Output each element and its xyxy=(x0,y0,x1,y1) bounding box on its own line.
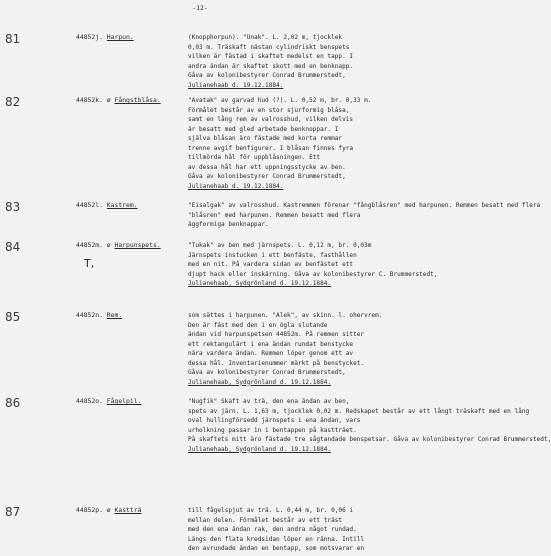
description-line: ändan vid harpunspetsen 44852m. På remmen sitter xyxy=(188,331,365,338)
description-line: dessa hål. Inventarienummer märkt på benstycket. xyxy=(188,359,365,367)
description-line: oval hullingförsedd järnspets i ena ändan, vars xyxy=(188,417,361,424)
description-line: På skaftets mitt äro fästade tre sågtandade benspetsar. Gåva av kolonibestyrer Conrad Brummerstedt, xyxy=(188,436,551,443)
object-description xyxy=(188,506,400,554)
handwritten-number: 84 xyxy=(5,240,21,254)
registration-number: 44852o. xyxy=(76,397,103,405)
description-line: äggformiga benknappar. xyxy=(188,221,269,228)
object-name: Fångstblåsa. xyxy=(114,96,161,104)
object-description xyxy=(188,33,400,90)
handwritten-number: 82 xyxy=(5,95,21,109)
description-line: (Knopphorpun). "Unak". L. 2,02 m, tjocklek xyxy=(188,34,343,41)
handwritten-t-mark: T, xyxy=(84,257,95,270)
description-line: med en nit. På vardera sidan av benfästet ett xyxy=(188,261,354,268)
description-line: "blåsren" med harpunen. Remmen besatt med flera xyxy=(188,211,361,219)
handwritten-number: 86 xyxy=(5,396,21,410)
description-line: vilken är fästad i skaftet medelst en tapp. I xyxy=(188,53,354,60)
description-line: Gåva av kolonibestyrer Conrad Brummerstedt, xyxy=(188,72,346,79)
object-name: Fågelpil. xyxy=(106,397,142,405)
registration-number: 44852k. ø xyxy=(76,96,111,104)
object-description xyxy=(188,201,541,230)
description-line: Förmålet består av en stor sjurformig blåsa, xyxy=(188,106,350,114)
description-line: Gåva av kolonibestyrer Conrad Brummerstedt, xyxy=(188,369,346,376)
description-line: nära vardera ändan. Remmen löper genom ett av xyxy=(188,350,354,357)
registration-line xyxy=(76,241,161,249)
registration-number: 44852l. xyxy=(76,201,103,209)
registration-line xyxy=(76,96,161,104)
description-line: Järnspets instucken i ett benfäste, fasthållen xyxy=(188,251,357,259)
description-line: "Nugfik" Skaft av trä, den ena ändan av ben, xyxy=(188,398,350,405)
description-line: ett rektangulärt i ena ändan rundat benstycke xyxy=(188,340,354,348)
handwritten-number: 83 xyxy=(5,200,21,214)
description-line: den avrundade ändan en bentapp, som motsvarar en xyxy=(188,545,365,552)
description-line: "Eisalgak" av valrosshud. Kastremmen förenar "fångblåsren" med harpunen. Remmen besatt med flera xyxy=(188,202,541,209)
place-date-line: Julianehaab d. 19.12.1884. xyxy=(188,182,284,190)
description-line: urholkning passar in i bentappen på kastträet. xyxy=(188,426,357,434)
place-date-line: Julianehaab, Sydgrönland d. 19.12.1884. xyxy=(188,378,332,386)
handwritten-number: 87 xyxy=(5,505,21,519)
description-line: mellan delen. Förmålet består av ett träst xyxy=(188,516,343,524)
object-description xyxy=(188,311,400,387)
place-date-line: Julianehaab, Sydgrönland d. 19.12.1884. xyxy=(188,280,332,287)
description-line: "Tukak" av ben med järnspets. L. 0,12 m, br. 0,03m xyxy=(188,242,372,249)
description-line: andra ändan är skaftet skott med en benknapp. xyxy=(188,62,354,70)
place-date-line: Julianehaab d. 19.12.1884. xyxy=(188,81,284,89)
page-number: -12- xyxy=(192,4,208,12)
description-line: samt en lång rem av valrosshud, vilken delvis xyxy=(188,116,354,123)
registration-number: 44852j. xyxy=(76,33,103,41)
object-name: Harpun. xyxy=(106,33,134,41)
description-line: djupt hack eller inskärning. Gåva av kolonibestyrer C. Brummerstedt, xyxy=(188,270,438,278)
registration-line xyxy=(76,33,134,41)
object-description xyxy=(188,96,400,191)
handwritten-number: 85 xyxy=(5,310,21,324)
registration-line xyxy=(76,506,141,514)
description-line: spets av järn. L. 1,63 m, tjocklek 0,02 m. Redskapet består av ett långt träskaft med en lång xyxy=(188,407,530,415)
object-name: Harpunspets. xyxy=(114,241,161,249)
description-line: Längs den flata kredsidan löper en ränna. Intill xyxy=(188,535,365,543)
registration-line xyxy=(76,311,122,319)
object-name: Kastträ xyxy=(114,506,142,514)
description-line: med den ena ändan rak, den andra något rundad. xyxy=(188,526,357,533)
description-line: "Avatak" av garvad hud (?). L. 0,52 m, br. 0,33 m. xyxy=(188,97,372,104)
description-line: av dessa hål har ett uppningsstycke av ben. xyxy=(188,163,346,171)
description-line: Den är fäst med den i en ögla slutande xyxy=(188,321,328,329)
registration-line xyxy=(76,201,138,209)
object-description xyxy=(188,397,551,454)
registration-line xyxy=(76,397,141,405)
description-line: själva blåsan äro fästade med korta remmar xyxy=(188,135,343,142)
registration-number: 44852m. ø xyxy=(76,241,111,249)
object-name: Kastrem. xyxy=(106,201,138,209)
description-line: till fågelspjut av trä. L. 0,44 m, br. 0,06 i xyxy=(188,507,354,514)
object-description xyxy=(188,241,438,289)
place-date-line: Julianehaab, Sydgrönland d. 19.12.1884. xyxy=(188,445,332,453)
description-line: Gåva av kolonibestyrer Conrad Brummerstedt, xyxy=(188,173,346,180)
object-name: Rem. xyxy=(106,311,123,319)
registration-number: 44852p. ø xyxy=(76,506,111,514)
description-line: tillmörda hål för uppblåsningen. Ett xyxy=(188,154,321,161)
handwritten-number: 81 xyxy=(5,32,21,46)
registration-number: 44852n. xyxy=(76,311,103,319)
description-line: är besatt med gled arbetade benknoppar. I xyxy=(188,125,339,133)
description-line: trenne avgif benfigurer. I blåsan finnes fyra xyxy=(188,144,354,152)
description-line: som sättes i harpunen. "Alek", av skinn. l. ohervrem. xyxy=(188,312,383,319)
description-line: 0,03 m. Träskaft nästan cylindriskt benspets xyxy=(188,43,350,51)
